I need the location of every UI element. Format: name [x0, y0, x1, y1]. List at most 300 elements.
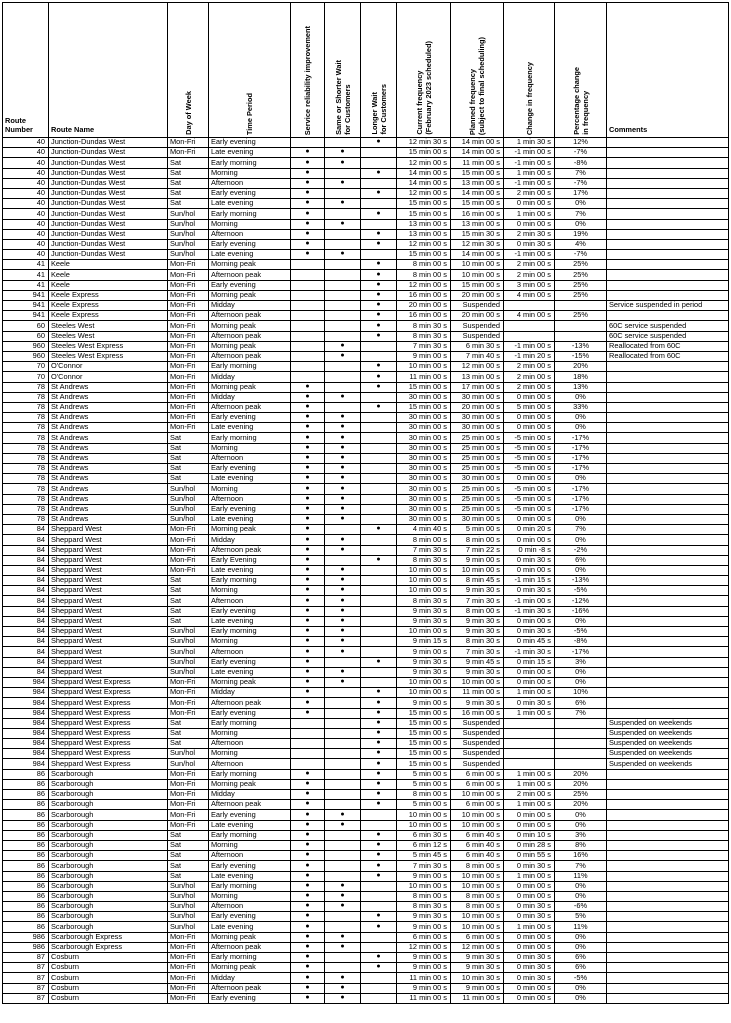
time-period-cell: Late evening [209, 922, 291, 932]
day-of-week-cell: Mon-Fri [168, 535, 209, 545]
planned-frequency-cell: 12 min 00 s [451, 362, 504, 372]
route-number-cell: 86 [3, 861, 49, 871]
planned-frequency-cell: 8 min 00 s [451, 535, 504, 545]
table-row [3, 229, 729, 239]
current-frequency-cell: 16 min 00 s [397, 311, 451, 321]
current-frequency-cell: 8 min 30 s [397, 902, 451, 912]
route-name-cell: Junction-Dundas West [49, 148, 168, 158]
route-name-cell: Keele [49, 260, 168, 270]
current-frequency-cell: 8 min 30 s [397, 331, 451, 341]
planned-frequency-cell: 15 min 30 s [451, 229, 504, 239]
time-period-cell: Midday [209, 973, 291, 983]
day-of-week-cell: Mon-Fri [168, 769, 209, 779]
day-of-week-cell: Sun/hol [168, 637, 209, 647]
percentage-change-cell: 0% [555, 219, 607, 229]
same-or-shorter-mark: ● [325, 606, 361, 616]
route-name-cell: Sheppard West [49, 616, 168, 626]
current-frequency-cell: 10 min 00 s [397, 586, 451, 596]
longer-wait-mark [361, 586, 397, 596]
time-period-cell: Midday [209, 790, 291, 800]
planned-frequency-cell: 8 min 45 s [451, 576, 504, 586]
reliability-mark: ● [291, 963, 325, 973]
same-or-shorter-mark [325, 188, 361, 198]
longer-wait-mark [361, 178, 397, 188]
longer-wait-mark: ● [361, 331, 397, 341]
route-name-cell: Steeles West Express [49, 341, 168, 351]
longer-wait-mark: ● [361, 321, 397, 331]
reliability-mark: ● [291, 769, 325, 779]
change-in-frequency-cell: 0 min 00 s [504, 514, 555, 524]
route-name-cell: Junction-Dundas West [49, 138, 168, 148]
header-service-reliability: Service reliability improvement [303, 25, 312, 135]
time-period-cell: Late evening [209, 820, 291, 830]
current-frequency-cell: 15 min 00 s [397, 382, 451, 392]
longer-wait-mark: ● [361, 555, 397, 565]
table-row [3, 698, 729, 708]
time-period-cell: Morning [209, 728, 291, 738]
route-name-cell: Scarborough [49, 902, 168, 912]
change-in-frequency-cell: 0 min 30 s [504, 861, 555, 871]
change-in-frequency-cell: 0 min 30 s [504, 953, 555, 963]
comments-cell [607, 779, 729, 789]
comments-cell [607, 800, 729, 810]
day-of-week-cell: Mon-Fri [168, 392, 209, 402]
route-name-cell: Scarborough [49, 840, 168, 850]
comments-cell [607, 576, 729, 586]
day-of-week-cell: Sat [168, 453, 209, 463]
planned-frequency-cell: 30 min 00 s [451, 413, 504, 423]
planned-frequency-cell: 6 min 40 s [451, 851, 504, 861]
current-frequency-cell: 9 min 00 s [397, 351, 451, 361]
route-number-cell: 984 [3, 749, 49, 759]
day-of-week-cell: Mon-Fri [168, 565, 209, 575]
time-period-cell: Afternoon peak [209, 270, 291, 280]
route-number-cell: 78 [3, 392, 49, 402]
reliability-mark [291, 759, 325, 769]
route-name-cell: St Andrews [49, 443, 168, 453]
current-frequency-cell: 10 min 00 s [397, 881, 451, 891]
route-name-cell: St Andrews [49, 382, 168, 392]
current-frequency-cell: 6 min 12 s [397, 840, 451, 850]
time-period-cell: Early evening [209, 413, 291, 423]
current-frequency-cell: 15 min 00 s [397, 759, 451, 769]
longer-wait-mark: ● [361, 168, 397, 178]
table-row [3, 433, 729, 443]
comments-cell [607, 861, 729, 871]
percentage-change-cell: -17% [555, 464, 607, 474]
route-name-cell: Cosburn [49, 953, 168, 963]
route-name-cell: Junction-Dundas West [49, 158, 168, 168]
percentage-change-cell: 7% [555, 209, 607, 219]
planned-frequency-cell: Suspended [451, 718, 504, 728]
comments-cell [607, 280, 729, 290]
current-frequency-cell: 10 min 00 s [397, 576, 451, 586]
day-of-week-cell: Sun/hol [168, 902, 209, 912]
time-period-cell: Morning peak [209, 321, 291, 331]
route-name-cell: Sheppard West [49, 657, 168, 667]
planned-frequency-cell: 25 min 00 s [451, 433, 504, 443]
planned-frequency-cell: 30 min 00 s [451, 392, 504, 402]
change-in-frequency-cell: 2 min 00 s [504, 790, 555, 800]
percentage-change-cell: 25% [555, 290, 607, 300]
reliability-mark: ● [291, 219, 325, 229]
same-or-shorter-mark: ● [325, 565, 361, 575]
reliability-mark: ● [291, 474, 325, 484]
day-of-week-cell: Mon-Fri [168, 800, 209, 810]
route-number-cell: 984 [3, 739, 49, 749]
reliability-mark: ● [291, 942, 325, 952]
route-number-cell: 60 [3, 331, 49, 341]
longer-wait-mark: ● [361, 728, 397, 738]
planned-frequency-cell: 9 min 00 s [451, 983, 504, 993]
table-row [3, 953, 729, 963]
route-number-cell: 84 [3, 667, 49, 677]
time-period-cell: Afternoon [209, 902, 291, 912]
longer-wait-mark: ● [361, 229, 397, 239]
reliability-mark [291, 749, 325, 759]
planned-frequency-cell: 6 min 40 s [451, 840, 504, 850]
time-period-cell: Afternoon [209, 596, 291, 606]
longer-wait-mark: ● [361, 749, 397, 759]
same-or-shorter-mark [325, 912, 361, 922]
table-row [3, 891, 729, 901]
planned-frequency-cell: 12 min 00 s [451, 942, 504, 952]
percentage-change-cell: 7% [555, 525, 607, 535]
time-period-cell: Early evening [209, 138, 291, 148]
planned-frequency-cell: 10 min 00 s [451, 565, 504, 575]
time-period-cell: Late evening [209, 199, 291, 209]
same-or-shorter-mark: ● [325, 219, 361, 229]
planned-frequency-cell: 16 min 00 s [451, 209, 504, 219]
route-number-cell: 84 [3, 606, 49, 616]
route-number-cell: 41 [3, 270, 49, 280]
comments-cell [607, 810, 729, 820]
percentage-change-cell: 25% [555, 280, 607, 290]
current-frequency-cell: 12 min 00 s [397, 188, 451, 198]
change-in-frequency-cell: 0 min 00 s [504, 219, 555, 229]
current-frequency-cell: 30 min 00 s [397, 504, 451, 514]
change-in-frequency-cell: 1 min 00 s [504, 922, 555, 932]
same-or-shorter-mark: ● [325, 902, 361, 912]
route-name-cell: Keele [49, 280, 168, 290]
same-or-shorter-mark [325, 382, 361, 392]
longer-wait-mark: ● [361, 138, 397, 148]
time-period-cell: Early evening [209, 188, 291, 198]
day-of-week-cell: Mon-Fri [168, 280, 209, 290]
time-period-cell: Early evening [209, 464, 291, 474]
comments-cell [607, 199, 729, 209]
current-frequency-cell: 30 min 00 s [397, 413, 451, 423]
route-name-cell: Scarborough [49, 769, 168, 779]
planned-frequency-cell: 10 min 00 s [451, 820, 504, 830]
planned-frequency-cell: 9 min 00 s [451, 555, 504, 565]
planned-frequency-cell: 6 min 40 s [451, 830, 504, 840]
table-row [3, 912, 729, 922]
longer-wait-mark: ● [361, 372, 397, 382]
route-name-cell: Sheppard West [49, 647, 168, 657]
change-in-frequency-cell: 2 min 00 s [504, 372, 555, 382]
comments-cell: Suspended on weekends [607, 728, 729, 738]
percentage-change-cell: 0% [555, 891, 607, 901]
day-of-week-cell: Sun/hol [168, 229, 209, 239]
day-of-week-cell: Mon-Fri [168, 311, 209, 321]
day-of-week-cell: Sat [168, 443, 209, 453]
reliability-mark: ● [291, 209, 325, 219]
day-of-week-cell: Mon-Fri [168, 953, 209, 963]
same-or-shorter-mark [325, 402, 361, 412]
longer-wait-mark: ● [361, 953, 397, 963]
planned-frequency-cell: 9 min 30 s [451, 616, 504, 626]
planned-frequency-cell: 9 min 30 s [451, 627, 504, 637]
percentage-change-cell: 0% [555, 535, 607, 545]
table-row [3, 351, 729, 361]
route-number-cell: 41 [3, 260, 49, 270]
day-of-week-cell: Sun/hol [168, 250, 209, 260]
percentage-change-cell: -5% [555, 973, 607, 983]
route-name-cell: St Andrews [49, 514, 168, 524]
longer-wait-mark [361, 565, 397, 575]
percentage-change-cell: 4% [555, 239, 607, 249]
change-in-frequency-cell: -1 min 30 s [504, 647, 555, 657]
time-period-cell: Afternoon peak [209, 942, 291, 952]
percentage-change-cell: 8% [555, 840, 607, 850]
reliability-mark: ● [291, 514, 325, 524]
percentage-change-cell: 25% [555, 270, 607, 280]
change-in-frequency-cell [504, 331, 555, 341]
reliability-mark [291, 362, 325, 372]
day-of-week-cell: Mon-Fri [168, 963, 209, 973]
table-row [3, 138, 729, 148]
time-period-cell: Afternoon peak [209, 311, 291, 321]
route-number-cell: 40 [3, 188, 49, 198]
time-period-cell: Early morning [209, 953, 291, 963]
change-in-frequency-cell: 1 min 00 s [504, 769, 555, 779]
time-period-cell: Morning [209, 840, 291, 850]
same-or-shorter-mark: ● [325, 973, 361, 983]
table-row [3, 902, 729, 912]
route-name-cell: Junction-Dundas West [49, 239, 168, 249]
day-of-week-cell: Sat [168, 616, 209, 626]
time-period-cell: Early evening [209, 993, 291, 1003]
day-of-week-cell: Mon-Fri [168, 260, 209, 270]
same-or-shorter-mark: ● [325, 484, 361, 494]
table-row [3, 769, 729, 779]
route-number-cell: 941 [3, 301, 49, 311]
percentage-change-cell: 19% [555, 229, 607, 239]
table-row [3, 565, 729, 575]
route-number-cell: 84 [3, 637, 49, 647]
day-of-week-cell: Sat [168, 830, 209, 840]
same-or-shorter-mark: ● [325, 576, 361, 586]
route-number-cell: 86 [3, 891, 49, 901]
reliability-mark: ● [291, 973, 325, 983]
comments-cell [607, 290, 729, 300]
percentage-change-cell: 20% [555, 769, 607, 779]
same-or-shorter-mark [325, 239, 361, 249]
route-name-cell: O'Connor [49, 362, 168, 372]
route-name-cell: Scarborough [49, 790, 168, 800]
day-of-week-cell: Mon-Fri [168, 402, 209, 412]
comments-cell [607, 983, 729, 993]
table-row [3, 290, 729, 300]
change-in-frequency-cell: 0 min 30 s [504, 698, 555, 708]
comments-cell [607, 871, 729, 881]
longer-wait-mark: ● [361, 779, 397, 789]
current-frequency-cell: 14 min 00 s [397, 178, 451, 188]
comments-cell [607, 963, 729, 973]
route-number-cell: 86 [3, 922, 49, 932]
time-period-cell: Early morning [209, 433, 291, 443]
percentage-change-cell: -2% [555, 545, 607, 555]
percentage-change-cell: 0% [555, 616, 607, 626]
longer-wait-mark [361, 494, 397, 504]
route-name-cell: Keele Express [49, 290, 168, 300]
header-same-or-shorter-wait: Same or Shorter Wait for Customers [333, 60, 352, 135]
reliability-mark: ● [291, 688, 325, 698]
planned-frequency-cell: 10 min 00 s [451, 790, 504, 800]
percentage-change-cell [555, 718, 607, 728]
route-name-cell: Junction-Dundas West [49, 229, 168, 239]
reliability-mark [291, 728, 325, 738]
comments-cell: Reallocated from 60C [607, 351, 729, 361]
change-in-frequency-cell: 0 min 00 s [504, 942, 555, 952]
longer-wait-mark [361, 891, 397, 901]
comments-cell [607, 606, 729, 616]
longer-wait-mark [361, 158, 397, 168]
header-comments: Comments [607, 3, 729, 138]
route-number-cell: 40 [3, 209, 49, 219]
reliability-mark: ● [291, 250, 325, 260]
current-frequency-cell: 10 min 00 s [397, 677, 451, 687]
longer-wait-mark [361, 902, 397, 912]
current-frequency-cell: 9 min 00 s [397, 647, 451, 657]
planned-frequency-cell: 16 min 00 s [451, 708, 504, 718]
day-of-week-cell: Mon-Fri [168, 790, 209, 800]
same-or-shorter-mark [325, 953, 361, 963]
percentage-change-cell: -5% [555, 627, 607, 637]
table-row [3, 464, 729, 474]
day-of-week-cell: Mon-Fri [168, 301, 209, 311]
longer-wait-mark [361, 820, 397, 830]
route-name-cell: Sheppard West Express [49, 677, 168, 687]
table-row [3, 759, 729, 769]
change-in-frequency-cell: 0 min 00 s [504, 677, 555, 687]
route-number-cell: 78 [3, 433, 49, 443]
longer-wait-mark [361, 464, 397, 474]
header-percentage-change: Percentage change in frequency [571, 67, 590, 135]
same-or-shorter-mark [325, 749, 361, 759]
route-number-cell: 70 [3, 362, 49, 372]
reliability-mark: ● [291, 790, 325, 800]
table-row [3, 677, 729, 687]
route-number-cell: 960 [3, 341, 49, 351]
change-in-frequency-cell [504, 739, 555, 749]
current-frequency-cell: 9 min 00 s [397, 953, 451, 963]
table-row [3, 392, 729, 402]
day-of-week-cell: Sat [168, 576, 209, 586]
day-of-week-cell: Mon-Fri [168, 942, 209, 952]
comments-cell [607, 362, 729, 372]
comments-cell [607, 168, 729, 178]
current-frequency-cell: 5 min 00 s [397, 779, 451, 789]
same-or-shorter-mark [325, 555, 361, 565]
route-number-cell: 78 [3, 453, 49, 463]
longer-wait-mark [361, 514, 397, 524]
current-frequency-cell: 9 min 00 s [397, 963, 451, 973]
table-row [3, 728, 729, 738]
comments-cell [607, 178, 729, 188]
longer-wait-mark [361, 647, 397, 657]
change-in-frequency-cell: 2 min 00 s [504, 270, 555, 280]
longer-wait-mark: ● [361, 871, 397, 881]
same-or-shorter-mark: ● [325, 810, 361, 820]
table-row [3, 260, 729, 270]
route-name-cell: St Andrews [49, 453, 168, 463]
table-row [3, 810, 729, 820]
table-row [3, 199, 729, 209]
longer-wait-mark [361, 443, 397, 453]
current-frequency-cell: 30 min 00 s [397, 514, 451, 524]
table-row [3, 851, 729, 861]
time-period-cell: Morning peak [209, 260, 291, 270]
current-frequency-cell: 5 min 45 s [397, 851, 451, 861]
current-frequency-cell: 15 min 00 s [397, 728, 451, 738]
same-or-shorter-mark [325, 260, 361, 270]
time-period-cell: Afternoon [209, 178, 291, 188]
route-number-cell: 40 [3, 158, 49, 168]
same-or-shorter-mark: ● [325, 423, 361, 433]
route-number-cell: 40 [3, 219, 49, 229]
longer-wait-mark: ● [361, 739, 397, 749]
day-of-week-cell: Sun/hol [168, 504, 209, 514]
time-period-cell: Early morning [209, 209, 291, 219]
longer-wait-mark: ● [361, 657, 397, 667]
route-name-cell: St Andrews [49, 413, 168, 423]
time-period-cell: Midday [209, 535, 291, 545]
day-of-week-cell: Sat [168, 158, 209, 168]
route-name-cell: Sheppard West Express [49, 739, 168, 749]
route-number-cell: 40 [3, 199, 49, 209]
percentage-change-cell: 20% [555, 800, 607, 810]
longer-wait-mark [361, 637, 397, 647]
current-frequency-cell: 5 min 00 s [397, 769, 451, 779]
reliability-mark: ● [291, 423, 325, 433]
table-row [3, 178, 729, 188]
current-frequency-cell: 30 min 00 s [397, 443, 451, 453]
reliability-mark [291, 331, 325, 341]
longer-wait-mark [361, 504, 397, 514]
route-number-cell: 86 [3, 800, 49, 810]
route-name-cell: Sheppard West [49, 596, 168, 606]
current-frequency-cell: 8 min 30 s [397, 596, 451, 606]
table-row [3, 535, 729, 545]
current-frequency-cell: 8 min 30 s [397, 321, 451, 331]
change-in-frequency-cell: -5 min 00 s [504, 443, 555, 453]
table-row [3, 362, 729, 372]
reliability-mark [291, 739, 325, 749]
reliability-mark [291, 341, 325, 351]
planned-frequency-cell: 11 min 00 s [451, 993, 504, 1003]
change-in-frequency-cell: 0 min 55 s [504, 851, 555, 861]
same-or-shorter-mark: ● [325, 178, 361, 188]
reliability-mark: ● [291, 484, 325, 494]
route-number-cell: 86 [3, 830, 49, 840]
longer-wait-mark: ● [361, 963, 397, 973]
reliability-mark: ● [291, 239, 325, 249]
time-period-cell: Morning [209, 749, 291, 759]
time-period-cell: Early morning [209, 576, 291, 586]
route-name-cell: Scarborough [49, 881, 168, 891]
